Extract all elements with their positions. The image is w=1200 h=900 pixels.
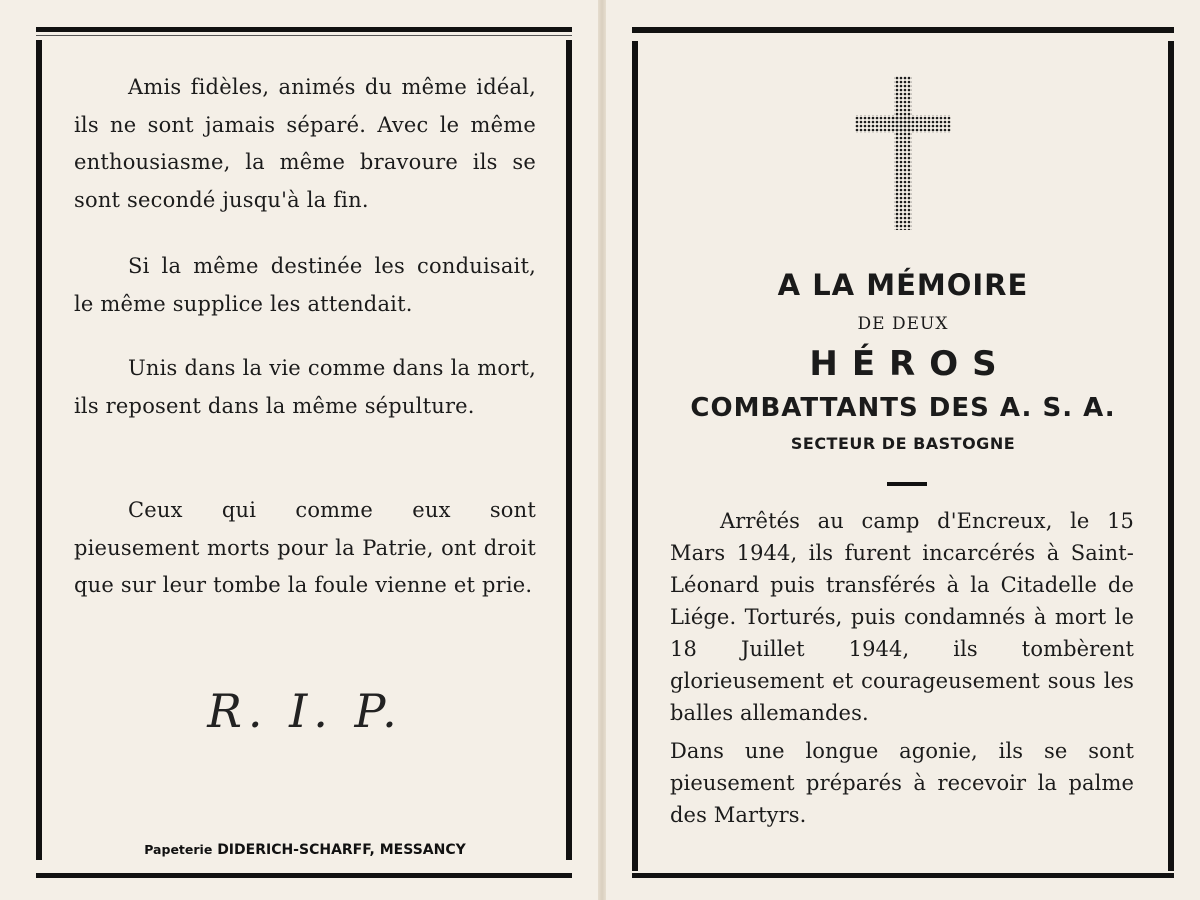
left-border-left-line <box>36 40 42 860</box>
separator-dash <box>887 482 927 486</box>
printer-prefix: Papeterie <box>144 842 213 857</box>
right-paragraph-arrest: Arrêtés au camp d'Encreux, le 15 Mars 1944, ils furent incarcérés à Saint-Léonard puis transférés à la Citadelle de Liége. Torturés, puis condamnés à mort le 18 Juillet 1944, ils tombèrent glorieusement et courageusement sous les balles allemandes. <box>670 509 1134 725</box>
right-paragraph-agony: Dans une longue agonie, ils se sont pieusement préparés à recevoir la palme des Martyrs. <box>670 739 1134 827</box>
left-border-right-line <box>566 40 572 860</box>
left-paragraph-united: Unis dans la vie comme dans la mort, ils reposent dans la même sépulture. <box>74 356 536 418</box>
rip-inscription: R. I. P. <box>207 684 403 738</box>
printer-name: DIDERICH-SCHARFF, MESSANCY <box>217 842 466 858</box>
right-border-left-line <box>632 41 638 871</box>
left-paragraph-friends: Amis fidèles, animés du même idéal, ils ne sont jamais séparé. Avec le même enthousiasme, la même bravoure ils se sont secondé jusqu'à la fin. <box>74 75 536 212</box>
title-combattants: COMBATTANTS DES A. S. A. <box>690 393 1116 423</box>
left-border-top-thin <box>36 35 572 36</box>
cross-icon <box>855 76 951 230</box>
title-memoire: A LA MÉMOIRE <box>777 268 1029 302</box>
right-border-right-line <box>1168 41 1174 871</box>
title-secteur: SECTEUR DE BASTOGNE <box>790 434 1016 453</box>
title-heros: HÉROS <box>809 344 1011 384</box>
title-de-deux: DE DEUX <box>857 314 949 334</box>
left-paragraph-destiny: Si la même destinée les conduisait, le même supplice les attendait. <box>74 254 536 316</box>
left-paragraph-patrie: Ceux qui comme eux sont pieusement morts pour la Patrie, ont droit que sur leur tombe la foule vienne et prie. <box>74 498 536 597</box>
printer-credit <box>74 842 536 858</box>
card-fold <box>598 0 606 900</box>
